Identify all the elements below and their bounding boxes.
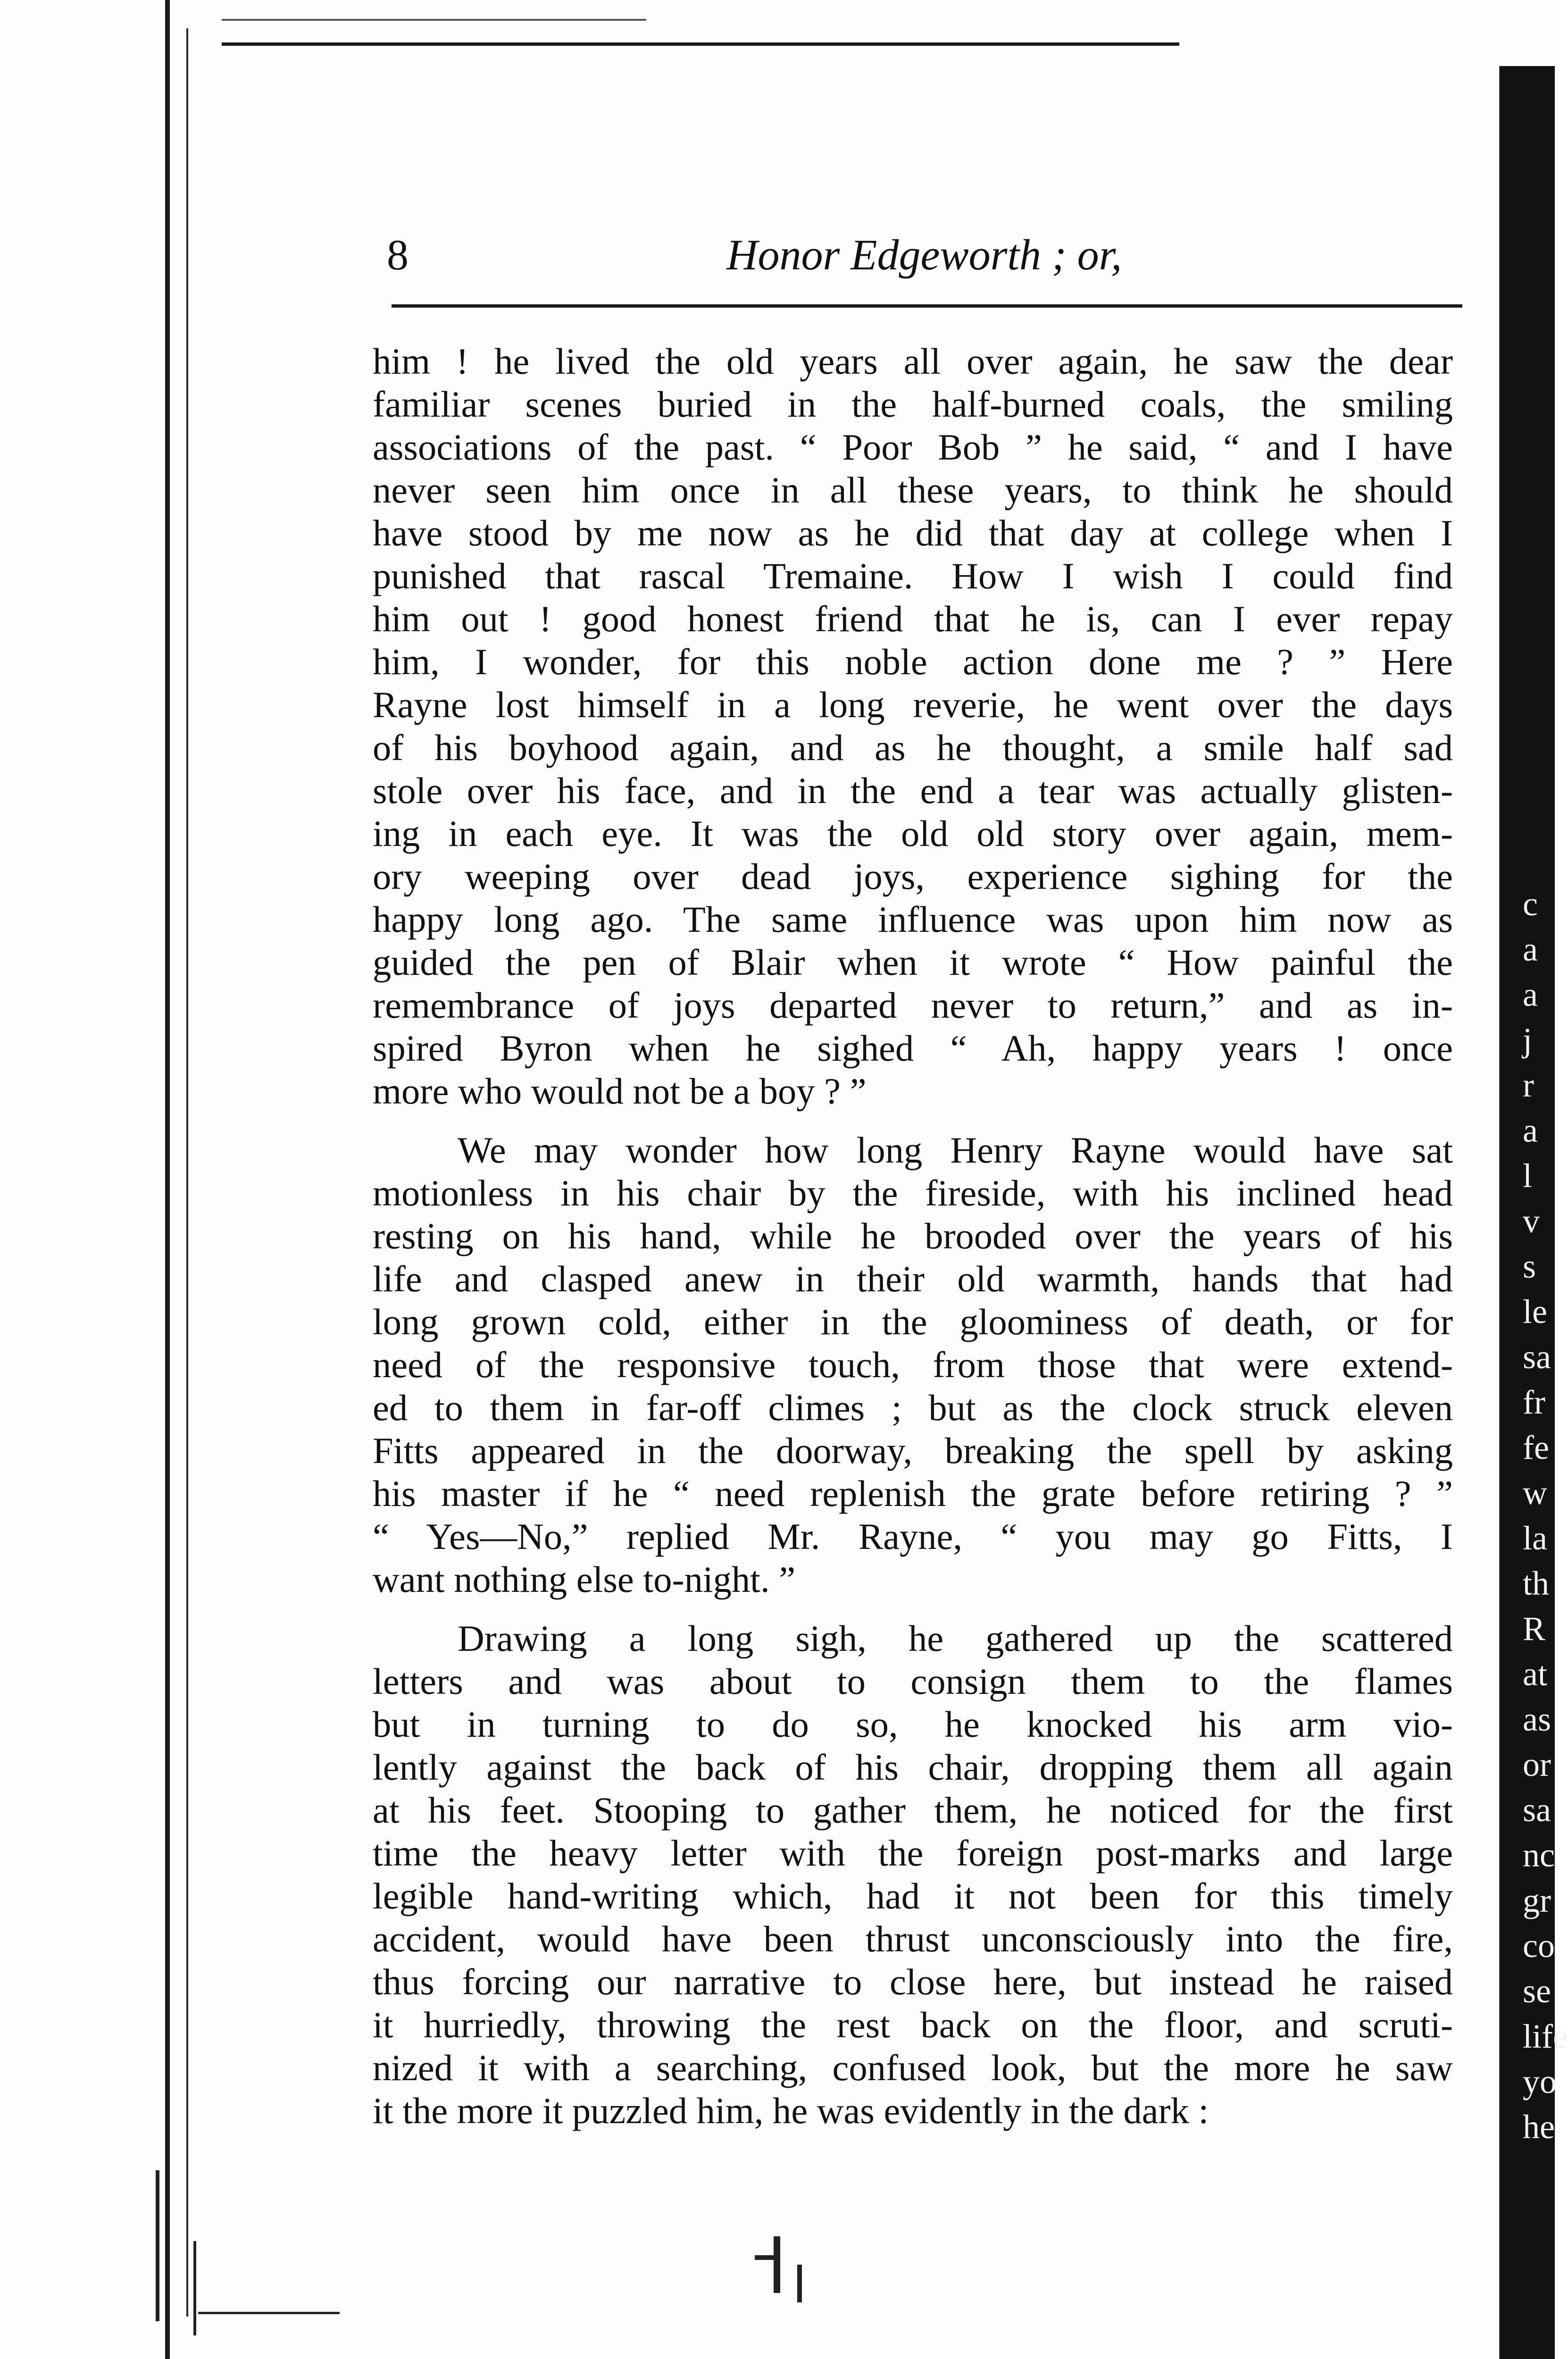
body-text	[373, 340, 1453, 2132]
text-line: time the heavy letter with the foreign post-marks and large	[373, 1832, 1453, 1874]
text-line: more who would not be a boy ? ”	[373, 1071, 867, 1112]
facing-page-fragment: nc	[1523, 1836, 1555, 1874]
text-line: spired Byron when he sighed “ Ah, happy years ! once	[373, 1028, 1453, 1069]
facing-page-fragment: r	[1523, 1066, 1534, 1104]
paragraph-2	[373, 1129, 1453, 1601]
text-line: him ! he lived the old years all over again, he saw the dear	[373, 341, 1453, 382]
text-line: We may wonder how long Henry Rayne would have sat	[458, 1129, 1453, 1171]
running-header	[387, 226, 1462, 293]
facing-page-fragment: l	[1523, 1157, 1533, 1195]
facing-page-fragment: as	[1523, 1700, 1551, 1738]
text-line: “ Yes—No,” replied Mr. Rayne, “ you may go Fitts, I	[373, 1516, 1453, 1557]
text-line: Fitts appeared in the doorway, breaking the spell by asking	[373, 1430, 1453, 1471]
text-line: guided the pen of Blair when it wrote “ How painful the	[373, 942, 1453, 983]
text-line: life and clasped anew in their old warmth, hands that had	[373, 1258, 1453, 1299]
scan-artifact-mark	[193, 2241, 196, 2335]
text-line: familiar scenes buried in the half-burned coals, the smiling	[373, 384, 1453, 425]
text-line: him out ! good honest friend that he is, can I ever repay	[373, 598, 1453, 639]
text-line: his master if he “ need replenish the grate before retiring ? ”	[373, 1473, 1453, 1514]
facing-page-fragment: yo	[1523, 2063, 1557, 2100]
text-line: legible hand-writing which, had it not been for this timely	[373, 1875, 1453, 1916]
text-line: have stood by me now as he did that day at college when I	[373, 512, 1453, 553]
facing-page-fragment: life	[1523, 2017, 1568, 2055]
facing-page-fragment: a	[1523, 1112, 1538, 1149]
text-line: resting on his hand, while he brooded over the years of his	[373, 1215, 1453, 1256]
scan-artifact-mark	[774, 2236, 780, 2293]
facing-page-fragment: he	[1523, 2108, 1555, 2146]
scan-artifact-mark	[797, 2265, 802, 2302]
text-line: long grown cold, either in the gloominess of death, or for	[373, 1301, 1453, 1342]
text-line: stole over his face, and in the end a tear was actually glisten-	[373, 770, 1453, 811]
text-line: happy long ago. The same influence was upon him now as	[373, 899, 1453, 940]
facing-page-fragment: th	[1523, 1564, 1550, 1602]
binding-edge-line	[186, 28, 188, 2317]
facing-page-fragment: co	[1523, 1927, 1555, 1965]
text-line: of his boyhood again, and as he thought, a smile half sad	[373, 727, 1453, 768]
text-line: need of the responsive touch, from those that were extend-	[373, 1344, 1453, 1385]
text-line: remembrance of joys departed never to return,” and as in-	[373, 985, 1453, 1026]
facing-page-fragment: le	[1523, 1293, 1547, 1330]
text-line: nized it with a searching, confused look, but the more he saw	[373, 2047, 1453, 2088]
scan-artifact-mark	[755, 2255, 774, 2260]
facing-page-fragment: at	[1523, 1655, 1547, 1693]
text-line: it hurriedly, throwing the rest back on the floor, and scruti-	[373, 2004, 1453, 2045]
facing-page-fragment: v	[1523, 1202, 1540, 1240]
text-line: lently against the back of his chair, dropping them all again	[373, 1747, 1453, 1788]
text-line: ing in each eye. It was the old old story over again, mem-	[373, 813, 1453, 854]
text-line: never seen him once in all these years, to think he should	[373, 469, 1453, 510]
text-line: at his feet. Stooping to gather them, he noticed for the first	[373, 1790, 1453, 1831]
scan-artifact-top-line	[222, 19, 646, 21]
text-line: accident, would have been thrust unconsciously into the fire,	[373, 1918, 1453, 1959]
binding-edge-shadow	[165, 0, 170, 2359]
facing-page-fragment: sa	[1523, 1338, 1551, 1376]
facing-page-fragment: sa	[1523, 1791, 1551, 1829]
text-line: punished that rascal Tremaine. How I wish I could find	[373, 555, 1453, 596]
running-title: Honor Edgeworth ; or,	[726, 231, 1122, 279]
text-line: want nothing else to-night. ”	[373, 1559, 796, 1600]
paragraph-1	[373, 340, 1453, 1113]
scan-artifact-mark	[156, 2170, 159, 2321]
text-line: letters and was about to consign them to the flames	[373, 1661, 1453, 1702]
text-line: ory weeping over dead joys, experience sighing for the	[373, 856, 1453, 897]
text-line: ed to them in far-off climes ; but as the clock struck eleven	[373, 1387, 1453, 1428]
scan-artifact-mark	[198, 2312, 340, 2314]
facing-page-fragment: c	[1523, 885, 1538, 923]
facing-page-fragment: se	[1523, 1972, 1551, 2010]
text-line: him, I wonder, for this noble action done me ? ” Here	[373, 641, 1453, 682]
text-line: but in turning to do so, he knocked his arm vio-	[373, 1704, 1453, 1745]
facing-page-fragment: j	[1523, 1021, 1533, 1059]
facing-page-fragment: fe	[1523, 1429, 1549, 1466]
text-line: motionless in his chair by the fireside, with his inclined head	[373, 1172, 1453, 1213]
header-rule	[392, 304, 1462, 308]
facing-page-fragment: a	[1523, 930, 1538, 968]
text-line: Rayne lost himself in a long reverie, he went over the days	[373, 684, 1453, 725]
text-line: it the more it puzzled him, he was evidently in the dark :	[373, 2090, 1209, 2131]
facing-page-fragment: gr	[1523, 1882, 1551, 1919]
facing-page-fragment: a	[1523, 976, 1538, 1013]
page-number: 8	[387, 231, 409, 279]
text-line: Drawing a long sigh, he gathered up the scattered	[458, 1618, 1453, 1659]
paragraph-3	[373, 1617, 1453, 2132]
facing-page-fragment: R	[1523, 1610, 1546, 1648]
facing-page-fragment: or	[1523, 1746, 1551, 1783]
facing-page-fragment: w	[1523, 1474, 1547, 1512]
facing-page-fragment: la	[1523, 1519, 1547, 1557]
text-line: thus forcing our narrative to close here, but instead he raised	[373, 1961, 1453, 2002]
scan-artifact-top-rule	[222, 42, 1179, 46]
text-line: associations of the past. “ Poor Bob ” he said, “ and I have	[373, 427, 1453, 468]
facing-page-fragment: fr	[1523, 1383, 1545, 1421]
facing-page-fragment: s	[1523, 1247, 1536, 1285]
